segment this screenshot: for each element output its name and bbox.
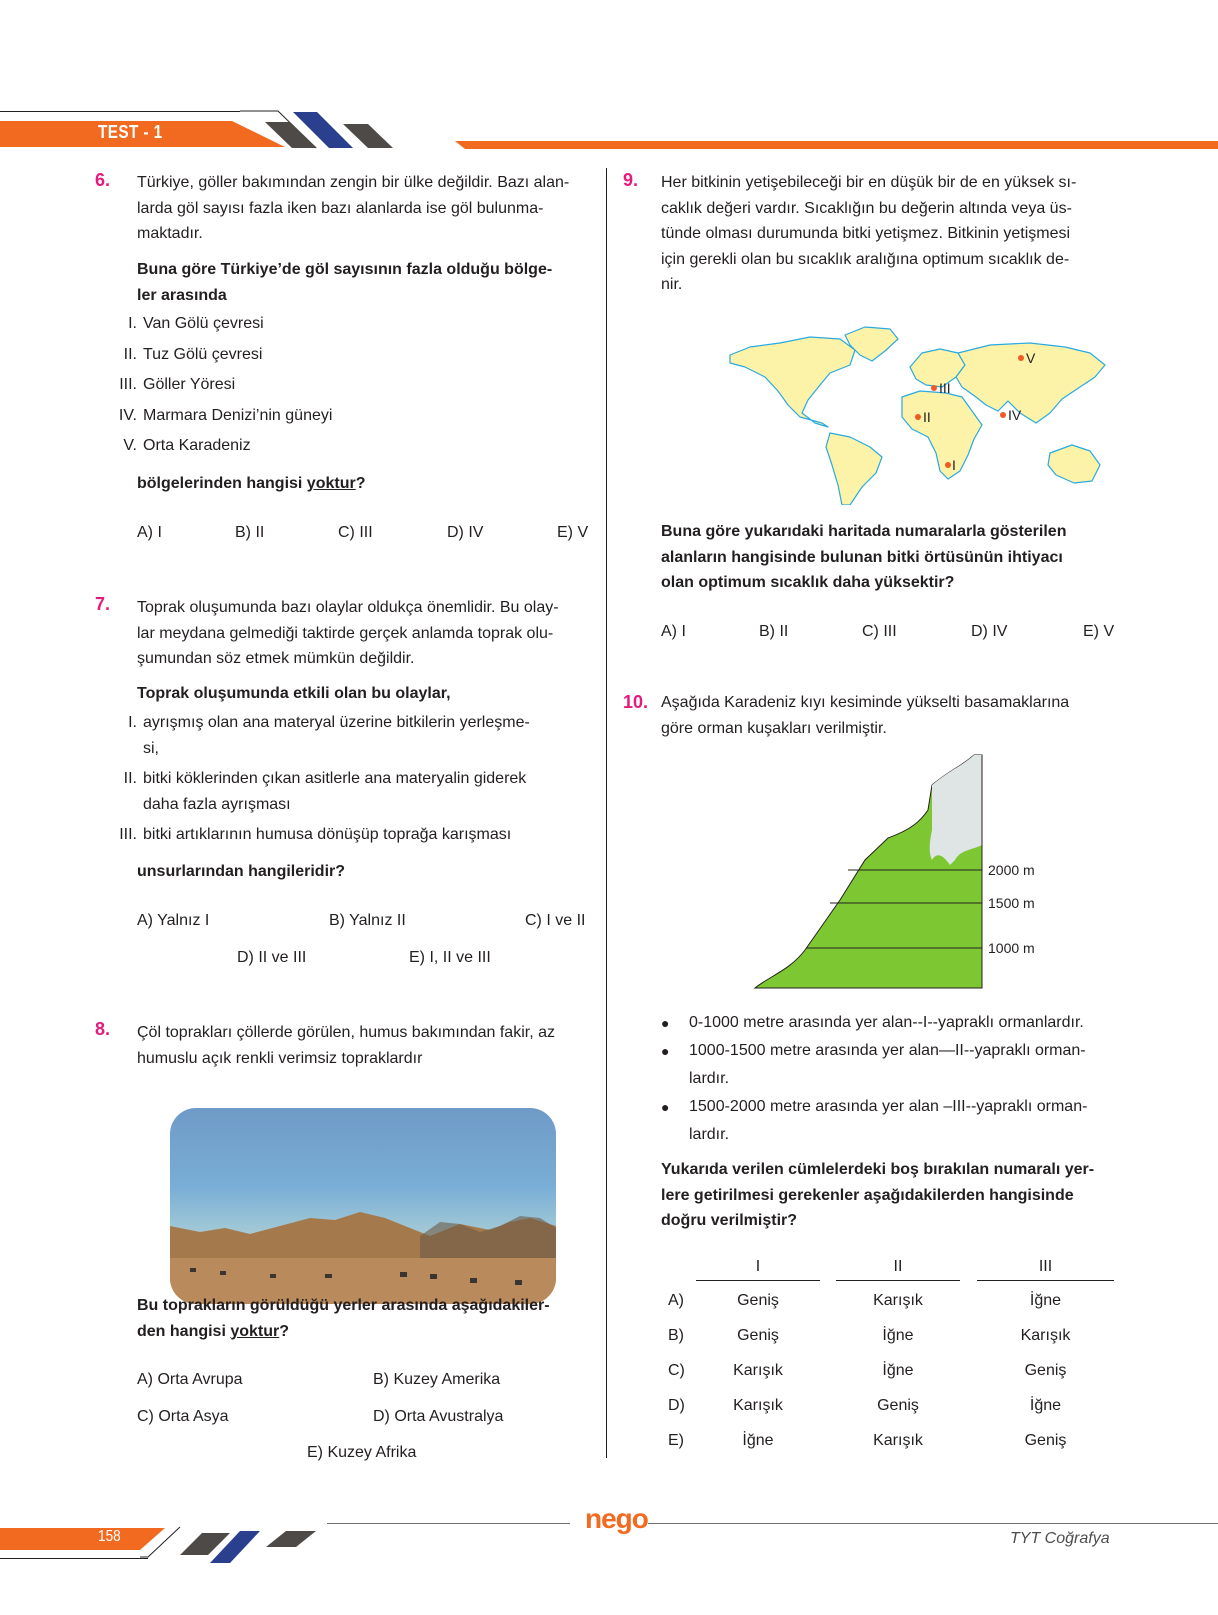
stem-line: Toprak oluşumunda bazı olaylar oldukça önemlidir. Bu olay- bbox=[137, 599, 559, 616]
statement-item: III. Göller Yöresi bbox=[119, 376, 236, 393]
option-d[interactable]: D) Orta Avustralya bbox=[373, 1408, 504, 1425]
cell: Karışık bbox=[1020, 1327, 1071, 1344]
page-number: 158 bbox=[98, 1528, 121, 1545]
question-number: 8. bbox=[95, 1019, 111, 1039]
row-label: D) bbox=[668, 1397, 685, 1414]
answer-options bbox=[137, 524, 597, 546]
cell: Karışık bbox=[733, 1397, 783, 1414]
stem-line: için gerekli olan bu sıcaklık aralığına optimum sıcaklık de- bbox=[661, 250, 1070, 268]
question-prompt bbox=[137, 1293, 597, 1344]
marker-label: V bbox=[1026, 350, 1036, 366]
statement-item: IV. Marmara Denizi’nin güneyi bbox=[118, 406, 333, 424]
marker-ii-icon bbox=[915, 414, 921, 420]
question-stem bbox=[661, 690, 1121, 741]
stem-line: Çöl toprakları çöllerde görülen, humus bakımından fakir, az bbox=[137, 1024, 555, 1041]
marker-i-icon bbox=[945, 462, 951, 468]
table-header bbox=[664, 1258, 1124, 1286]
cell: İğne bbox=[1029, 1397, 1062, 1414]
elevation-label: 1000 m bbox=[988, 940, 1035, 956]
publisher-logo: nego bbox=[585, 1503, 648, 1534]
prompt-line: Yukarıda verilen cümlelerdeki boş bırakılan numaralı yer- bbox=[661, 1161, 1095, 1178]
prompt-line: alanların hangisinde bulunan bitki örtüsünün ihtiyacı bbox=[661, 548, 1063, 566]
cell: Karışık bbox=[873, 1292, 923, 1309]
cell: İğne bbox=[882, 1327, 914, 1344]
cell: Geniş bbox=[1024, 1432, 1067, 1449]
option-a[interactable]: A) Yalnız I bbox=[137, 912, 210, 929]
header-stripes-icon bbox=[265, 110, 445, 150]
marker-iii-icon bbox=[931, 385, 937, 391]
desert-photo bbox=[170, 1108, 556, 1304]
stem-line: göre orman kuşakları verilmiştir. bbox=[661, 719, 887, 737]
option-c[interactable]: C) III bbox=[338, 524, 373, 541]
cell: Geniş bbox=[1024, 1362, 1067, 1379]
test-title: TEST - 1 bbox=[98, 122, 163, 142]
marker-iv-icon bbox=[1000, 412, 1006, 418]
prompt-line: olan optimum sıcaklık daha yüksektir? bbox=[661, 574, 955, 591]
prompt-line: doğru verilmiştir? bbox=[661, 1212, 798, 1229]
prompt-line: Buna göre yukarıdaki haritada numaralarla gösterilen bbox=[661, 523, 1067, 540]
stem-line: nir. bbox=[661, 276, 683, 293]
option-d[interactable]: D) IV bbox=[971, 623, 1008, 640]
statement-item: III. bitki artıklarının humusa dönüşüp toprağa karışması bbox=[119, 826, 512, 843]
elevation-diagram bbox=[750, 750, 1050, 990]
row-label: C) bbox=[668, 1362, 685, 1379]
prompt-line: ler arasında bbox=[137, 286, 227, 304]
cell: Karışık bbox=[873, 1432, 923, 1449]
bullet-icon: ● bbox=[661, 1099, 670, 1115]
stem-line: humuslu açık renkli verimsiz topraklardır bbox=[137, 1049, 423, 1067]
option-b[interactable]: B) II bbox=[235, 524, 265, 541]
statement-item: II. bitki köklerinden çıkan asitlerle ana materyalin giderek daha fazla ayrışması bbox=[123, 770, 527, 813]
question-number: 6. bbox=[95, 170, 111, 190]
footer-bottom-line bbox=[0, 1558, 148, 1559]
question-closing: unsurlarından hangileridir? bbox=[137, 863, 346, 880]
bullet-item: ● 1500-2000 metre arasında yer alan –III--yapraklı orman- lardır. bbox=[661, 1093, 1121, 1149]
stem-line: Türkiye, göller bakımından zengin bir ülke değildir. Bazı alan- bbox=[137, 174, 570, 191]
cell: Geniş bbox=[737, 1327, 779, 1344]
footer-rule-left bbox=[327, 1523, 570, 1524]
option-a[interactable]: A) I bbox=[661, 623, 686, 640]
table-row[interactable] bbox=[664, 1426, 1124, 1461]
book-title: TYT Coğrafya bbox=[1010, 1530, 1110, 1547]
stem-line: Aşağıda Karadeniz kıyı kesiminde yükselti basamaklarına bbox=[661, 694, 1070, 711]
option-a[interactable]: A) Orta Avrupa bbox=[137, 1371, 243, 1388]
row-label: A) bbox=[668, 1292, 684, 1309]
cell: İğne bbox=[1029, 1292, 1062, 1309]
cell: İğne bbox=[882, 1362, 914, 1379]
marker-label: IV bbox=[1008, 407, 1022, 423]
table-row[interactable] bbox=[664, 1286, 1124, 1321]
option-e[interactable]: E) V bbox=[1083, 623, 1115, 640]
stem-line: tünde olması durumunda bitki yetişmez. Bitkinin yetişmesi bbox=[661, 225, 1071, 242]
question-stem bbox=[661, 170, 1121, 298]
option-c[interactable]: C) I ve II bbox=[525, 912, 586, 929]
option-a[interactable]: A) I bbox=[137, 524, 162, 541]
question-prompt: Toprak oluşumunda etkili olan bu olaylar, bbox=[137, 685, 451, 702]
option-d[interactable]: D) II ve III bbox=[237, 949, 307, 966]
table-row[interactable] bbox=[664, 1356, 1124, 1391]
cell: Geniş bbox=[877, 1397, 919, 1414]
column-header: I bbox=[696, 1258, 820, 1281]
marker-label: II bbox=[923, 409, 931, 425]
question-number: 10. bbox=[623, 692, 649, 712]
option-b[interactable]: B) Kuzey Amerika bbox=[373, 1371, 501, 1388]
column-header: II bbox=[836, 1258, 960, 1281]
option-b[interactable]: B) Yalnız II bbox=[329, 912, 406, 929]
option-e[interactable]: E) V bbox=[557, 524, 589, 541]
cell: Geniş bbox=[737, 1292, 779, 1309]
option-b[interactable]: B) II bbox=[759, 623, 789, 640]
footer-rule-right bbox=[648, 1523, 1218, 1524]
prompt-line: Buna göre Türkiye’de göl sayısının fazla olduğu bölge- bbox=[137, 261, 553, 278]
answer-options bbox=[137, 1371, 597, 1466]
question-number: 7. bbox=[95, 594, 111, 614]
table-row[interactable] bbox=[664, 1321, 1124, 1356]
header-right-band bbox=[455, 141, 1218, 149]
column-header: III bbox=[977, 1258, 1114, 1281]
option-d[interactable]: D) IV bbox=[447, 524, 484, 541]
stem-line: lar meydana gelmediği taktirde gerçek anlamda toprak olu- bbox=[137, 624, 554, 642]
question-stem bbox=[137, 170, 597, 247]
question-prompt bbox=[137, 257, 597, 308]
statement-item: V. Orta Karadeniz bbox=[123, 437, 251, 454]
option-c[interactable]: C) III bbox=[862, 623, 897, 640]
statement-item: I. Van Gölü çevresi bbox=[128, 315, 264, 332]
cell: Karışık bbox=[733, 1362, 783, 1379]
stem-line: şumundan söz etmek mümkün değildir. bbox=[137, 650, 415, 667]
stem-line: caklık değeri vardır. Sıcaklığın bu değerin altında veya üs- bbox=[661, 199, 1072, 217]
row-label: B) bbox=[668, 1327, 684, 1344]
marker-label: III bbox=[939, 380, 951, 396]
option-e[interactable]: E) I, II ve III bbox=[409, 949, 491, 966]
statement-item: I. ayrışmış olan ana materyal üzerine bitkilerin yerleşme- si, bbox=[128, 714, 530, 757]
elevation-label: 2000 m bbox=[988, 862, 1035, 878]
prompt-line: Bu toprakların görüldüğü yerler arasında aşağıdakiler- bbox=[137, 1297, 550, 1314]
bullet-item: ● 0-1000 metre arasında yer alan--I--yapraklı ormanlardır. bbox=[661, 1009, 1121, 1037]
option-e[interactable]: E) Kuzey Afrika bbox=[307, 1444, 417, 1461]
question-prompt bbox=[661, 1157, 1121, 1234]
statement-item: II. Tuz Gölü çevresi bbox=[123, 345, 263, 363]
statement-list bbox=[107, 710, 592, 848]
option-c[interactable]: C) Orta Asya bbox=[137, 1408, 229, 1425]
table-row[interactable] bbox=[664, 1391, 1124, 1426]
world-map bbox=[690, 305, 1110, 505]
statement-list bbox=[107, 311, 567, 464]
column-divider bbox=[606, 168, 607, 1458]
question-prompt bbox=[661, 519, 1121, 596]
bullet-icon: ● bbox=[661, 1043, 670, 1059]
prompt-line: lere getirilmesi gerekenler aşağıdakilerden hangisinde bbox=[661, 1186, 1074, 1204]
header-top-line bbox=[0, 111, 240, 112]
stem-line: Her bitkinin yetişebileceği bir en düşük bir de en yüksek sı- bbox=[661, 174, 1077, 191]
footer-stripes-icon bbox=[140, 1525, 340, 1565]
answer-options bbox=[137, 912, 597, 972]
marker-v-icon bbox=[1018, 355, 1024, 361]
bullet-icon: ● bbox=[661, 1015, 670, 1031]
bullet-item: ● 1000-1500 metre arasında yer alan—II--yapraklı orman- lardır. bbox=[661, 1037, 1121, 1093]
question-stem bbox=[137, 595, 597, 672]
row-label: E) bbox=[668, 1432, 684, 1449]
question-stem bbox=[137, 1020, 597, 1071]
stem-line: larda göl sayısı fazla iken bazı alanlarda ise göl bulunma- bbox=[137, 199, 544, 217]
elevation-label: 1500 m bbox=[988, 895, 1035, 911]
stem-line: maktadır. bbox=[137, 225, 203, 242]
question-closing: bölgelerinden hangisi yoktur? bbox=[137, 475, 366, 492]
marker-label: I bbox=[952, 457, 956, 473]
answer-table bbox=[664, 1258, 1124, 1461]
statement-bullets bbox=[661, 1009, 1121, 1149]
question-number: 9. bbox=[623, 170, 639, 190]
answer-options bbox=[661, 623, 1121, 645]
prompt-line: den hangisi yoktur? bbox=[137, 1322, 290, 1340]
cell: İğne bbox=[742, 1432, 774, 1449]
